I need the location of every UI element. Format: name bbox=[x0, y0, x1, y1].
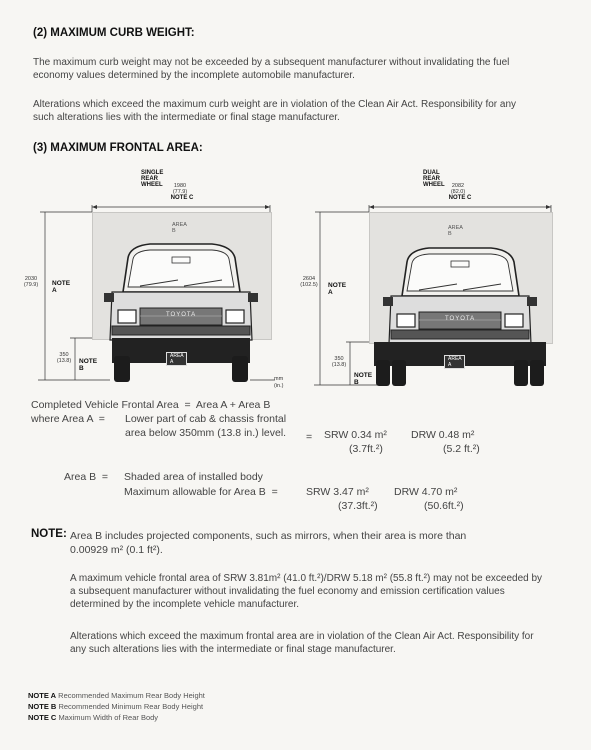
srw-height-note: NOTE A bbox=[52, 280, 71, 294]
drw-low-mm: 350 bbox=[334, 356, 344, 362]
srw-grille-logo: TOYOTA bbox=[166, 312, 197, 318]
formula-b-desc2: Maximum allowable for Area B = bbox=[124, 486, 278, 498]
srw-title: SINGLE REAR WHEEL bbox=[141, 170, 164, 188]
drw-width-in: (82.0) bbox=[450, 189, 466, 195]
srw-low-note: NOTE B bbox=[79, 358, 98, 372]
formula-b-desc1: Shaded area of installed body bbox=[124, 471, 263, 483]
formula-a-desc1: Lower part of cab & chassis frontal bbox=[125, 413, 287, 425]
formula-b-label: Area B = bbox=[64, 471, 109, 483]
drw-low-note: NOTE B bbox=[354, 372, 373, 386]
drw-height-note: NOTE A bbox=[328, 282, 347, 296]
note-text2: 0.00929 m² (0.1 ft²). bbox=[70, 544, 163, 556]
section2-para2: Alterations which exceed the maximum curb weight are in violation of the Clean Air Act. Responsibility for any such alterations lies with the intermediate or final stage manufacturer. bbox=[33, 99, 517, 123]
srw-low-mm: 350 bbox=[59, 352, 69, 358]
srw-height-mm: 2030 bbox=[24, 276, 38, 282]
srw-height-in: (79.9) bbox=[23, 282, 39, 288]
formula-b-drw: DRW 4.70 m² bbox=[394, 486, 458, 498]
note-text1: Area B includes projected components, such as mirrors, when their area is more than bbox=[70, 530, 467, 542]
note-para1: A maximum vehicle frontal area of SRW 3.81m² (41.0 ft.²)/DRW 5.18 m² (55.8 ft.²) may not be exceeded by a subsequent manufacturer without invalidating the fuel economy and emission certification values determined by the incomplete vehicle manufacturer. bbox=[70, 573, 543, 610]
drw-height-mm: 2604 bbox=[302, 276, 316, 282]
formula-b-drw-ft: (50.6ft.²) bbox=[424, 500, 464, 512]
srw-area-a-label: AREA A bbox=[166, 352, 187, 366]
section2-para1: The maximum curb weight may not be exceeded by a subsequent manufacturer without invalidating the fuel economy values determined by the incomplete automobile manufacturer. bbox=[33, 57, 510, 81]
drw-title: DUAL REAR WHEEL bbox=[423, 170, 445, 188]
srw-units: mm (in.) bbox=[274, 376, 284, 389]
formula-b-srw-ft: (37.3ft.²) bbox=[338, 500, 378, 512]
legend-item: NOTE C Maximum Width of Rear Body bbox=[28, 713, 159, 722]
drw-grille-logo: TOYOTA bbox=[445, 316, 476, 322]
drw-width-note: NOTE C bbox=[448, 195, 472, 201]
note-para2: Alterations which exceed the maximum frontal area are in violation of the Clean Air Act. Responsibility for any such alterations lies with the intermediate or final stage manufacturer. bbox=[70, 631, 534, 655]
formula-b-srw: SRW 3.47 m² bbox=[306, 486, 369, 498]
formula-a-desc2: area below 350mm (13.8 in.) level. bbox=[125, 427, 287, 439]
formula-a-srw: SRW 0.34 m² bbox=[324, 429, 387, 441]
formula-a-drw: DRW 0.48 m² bbox=[411, 429, 475, 441]
formula-line1: Completed Vehicle Frontal Area = Area A + Area B bbox=[31, 399, 271, 411]
srw-width-note: NOTE C bbox=[170, 195, 194, 201]
legend-item: NOTE B Recommended Minimum Rear Body Height bbox=[28, 702, 204, 711]
note-label: NOTE: bbox=[31, 528, 67, 540]
drw-width-mm: 2082 bbox=[451, 183, 465, 189]
srw-width-mm: 1980 bbox=[173, 183, 187, 189]
drw-area-a-label: AREA A bbox=[444, 355, 465, 369]
srw-low-in: (13.8) bbox=[56, 358, 72, 364]
formula-a-eq: = bbox=[306, 431, 313, 443]
srw-width-in: (77.9) bbox=[172, 189, 188, 195]
drw-area-b-label: AREA B bbox=[448, 225, 463, 237]
legend-item: NOTE A Recommended Maximum Rear Body Height bbox=[28, 691, 205, 700]
section3-heading: (3) MAXIMUM FRONTAL AREA: bbox=[33, 142, 203, 154]
drw-low-in: (13.8) bbox=[331, 362, 347, 368]
formula-where-a: where Area A = bbox=[31, 413, 105, 425]
section2-heading: (2) MAXIMUM CURB WEIGHT: bbox=[33, 27, 195, 39]
drw-height-in: (102.5) bbox=[300, 282, 318, 288]
formula-a-srw-ft: (3.7ft.²) bbox=[349, 443, 383, 455]
srw-area-b-label: AREA B bbox=[172, 222, 187, 234]
legend bbox=[28, 690, 205, 723]
formula-a-drw-ft: (5.2 ft.²) bbox=[443, 443, 480, 455]
